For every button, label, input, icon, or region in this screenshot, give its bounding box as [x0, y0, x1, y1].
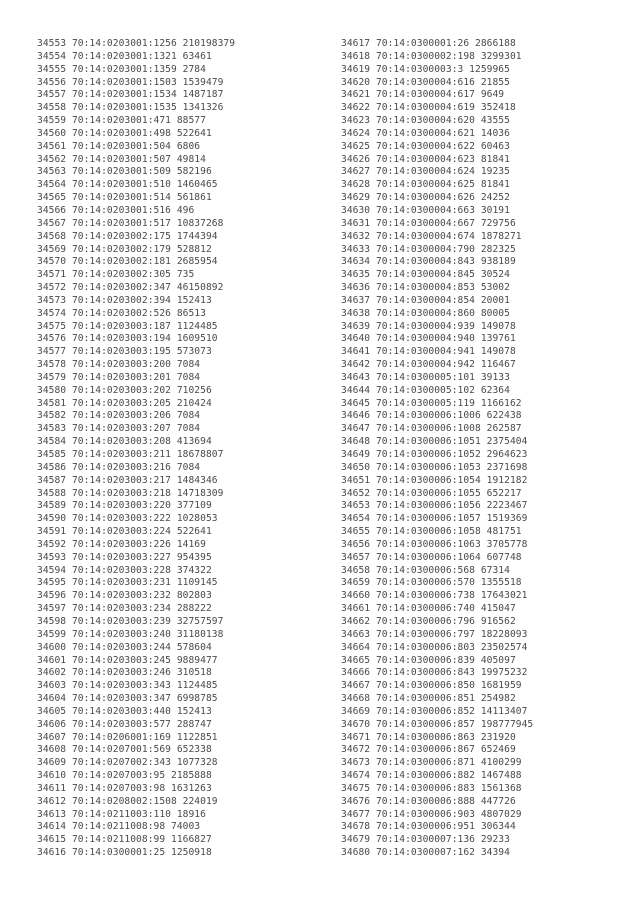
record-line: 34606 70:14:0203003:577 288747 — [37, 718, 212, 730]
record-line: 34678 70:14:0300006:951 306344 — [341, 821, 516, 833]
record-line: 34665 70:14:0300006:839 405097 — [341, 654, 516, 666]
record-line: 34659 70:14:0300006:570 1355518 — [341, 577, 522, 589]
record-line: 34569 70:14:0203002:179 528812 — [37, 243, 212, 255]
record-line: 34640 70:14:0300004:940 139761 — [341, 333, 516, 345]
record-line: 34650 70:14:0300006:1053 2371698 — [341, 461, 528, 473]
record-line: 34655 70:14:0300006:1058 481751 — [341, 526, 522, 538]
record-line: 34634 70:14:0300004:843 938189 — [341, 256, 516, 268]
record-line: 34644 70:14:0300005:102 62364 — [341, 384, 510, 396]
record-line: 34672 70:14:0300006:867 652469 — [341, 744, 516, 756]
record-line: 34616 70:14:0300001:25 1250918 — [37, 847, 212, 859]
record-line: 34611 70:14:0207003:98 1631263 — [37, 782, 212, 794]
record-line: 34641 70:14:0300004:941 149078 — [341, 346, 516, 358]
record-line: 34664 70:14:0300006:803 23502574 — [341, 641, 528, 653]
record-line: 34653 70:14:0300006:1056 2223467 — [341, 500, 528, 512]
record-line: 34610 70:14:0207003:95 2185888 — [37, 770, 212, 782]
record-line: 34556 70:14:0203001:1503 1539479 — [37, 76, 224, 88]
record-line: 34561 70:14:0203001:504 6806 — [37, 140, 201, 152]
record-line: 34637 70:14:0300004:854 20001 — [341, 294, 510, 306]
record-line: 34564 70:14:0203001:510 1460465 — [37, 179, 218, 191]
record-line: 34646 70:14:0300006:1006 622438 — [341, 410, 522, 422]
record-line: 34632 70:14:0300004:674 1878271 — [341, 230, 522, 242]
record-line: 34609 70:14:0207002:343 1077328 — [37, 757, 218, 769]
record-line: 34595 70:14:0203003:231 1109145 — [37, 577, 218, 589]
record-line: 34635 70:14:0300004:845 30524 — [341, 269, 510, 281]
record-line: 34601 70:14:0203003:245 9889477 — [37, 654, 218, 666]
record-line: 34657 70:14:0300006:1064 607748 — [341, 551, 522, 563]
record-line: 34660 70:14:0300006:738 17643021 — [341, 590, 528, 602]
record-line: 34624 70:14:0300004:621 14036 — [341, 127, 510, 139]
record-line: 34671 70:14:0300006:863 231920 — [341, 731, 516, 743]
record-line: 34673 70:14:0300006:871 4100299 — [341, 757, 522, 769]
record-line: 34647 70:14:0300006:1008 262587 — [341, 423, 522, 435]
record-line: 34649 70:14:0300006:1052 2964623 — [341, 449, 528, 460]
record-line: 34572 70:14:0203002:347 46150892 — [37, 282, 224, 294]
record-line: 34621 70:14:0300004:617 9649 — [341, 89, 505, 101]
record-line: 34612 70:14:0208002:1508 224019 — [37, 795, 218, 807]
record-line: 34597 70:14:0203003:234 288222 — [37, 603, 212, 615]
record-line: 34600 70:14:0203003:244 578604 — [37, 641, 212, 653]
record-line: 34605 70:14:0203003:440 152413 — [37, 705, 212, 717]
record-line: 34607 70:14:0206001:169 1122851 — [37, 731, 218, 743]
record-line: 34627 70:14:0300004:624 19235 — [341, 166, 510, 178]
record-line: 34571 70:14:0203002:305 735 — [37, 269, 195, 281]
record-line: 34628 70:14:0300004:625 81841 — [341, 179, 510, 191]
right-column — [341, 38, 640, 860]
record-line: 34589 70:14:0203003:220 377109 — [37, 500, 212, 512]
record-line: 34676 70:14:0300006:888 447726 — [341, 795, 516, 807]
record-line: 34598 70:14:0203003:239 32757597 — [37, 615, 224, 627]
record-line: 34558 70:14:0203001:1535 1341326 — [37, 102, 224, 114]
record-line: 34617 70:14:0300001:26 2866188 — [341, 38, 516, 49]
record-line: 34593 70:14:0203003:227 954395 — [37, 551, 212, 563]
record-line: 34573 70:14:0203002:394 152413 — [37, 294, 212, 306]
record-line: 34636 70:14:0300004:853 53002 — [341, 282, 510, 294]
record-line: 34582 70:14:0203003:206 7084 — [37, 410, 201, 422]
left-column — [37, 38, 337, 860]
record-line: 34575 70:14:0203003:187 1124485 — [37, 320, 218, 332]
record-line: 34579 70:14:0203003:201 7084 — [37, 371, 201, 383]
record-line: 34633 70:14:0300004:790 282325 — [341, 243, 516, 255]
record-line: 34613 70:14:0211003:110 18916 — [37, 808, 206, 820]
record-line: 34630 70:14:0300004:663 30191 — [341, 204, 510, 216]
record-line: 34661 70:14:0300006:740 415047 — [341, 603, 516, 615]
record-line: 34668 70:14:0300006:851 254982 — [341, 693, 516, 705]
record-line: 34581 70:14:0203003:205 210424 — [37, 397, 212, 409]
record-line: 34663 70:14:0300006:797 18228093 — [341, 628, 528, 640]
record-line: 34667 70:14:0300006:850 1681959 — [341, 680, 522, 692]
record-line: 34658 70:14:0300006:568 67314 — [341, 564, 510, 576]
record-line: 34562 70:14:0203001:507 49814 — [37, 153, 206, 165]
record-line: 34594 70:14:0203003:228 374322 — [37, 564, 212, 576]
record-line: 34638 70:14:0300004:860 80005 — [341, 307, 510, 319]
record-line: 34574 70:14:0203002:526 86513 — [37, 307, 206, 319]
record-line: 34604 70:14:0203003:347 6998785 — [37, 693, 218, 705]
record-line: 34625 70:14:0300004:622 60463 — [341, 140, 510, 152]
record-line: 34602 70:14:0203003:246 310518 — [37, 667, 212, 679]
record-line: 34557 70:14:0203001:1534 1487187 — [37, 89, 224, 101]
record-line: 34599 70:14:0203003:240 31180138 — [37, 628, 224, 640]
record-line: 34670 70:14:0300006:857 198777945 — [341, 718, 534, 730]
record-line: 34591 70:14:0203003:224 522641 — [37, 526, 212, 538]
record-line: 34570 70:14:0203002:181 2685954 — [37, 256, 218, 268]
record-line: 34608 70:14:0207001:569 652338 — [37, 744, 212, 756]
record-line: 34618 70:14:0300002:198 3299301 — [341, 50, 522, 62]
record-line: 34592 70:14:0203003:226 14169 — [37, 538, 206, 550]
record-line: 34643 70:14:0300005:101 39133 — [341, 371, 510, 383]
record-line: 34623 70:14:0300004:620 43555 — [341, 115, 510, 127]
record-line: 34642 70:14:0300004:942 116467 — [341, 359, 516, 371]
record-line: 34577 70:14:0203003:195 573073 — [37, 346, 212, 358]
record-line: 34559 70:14:0203001:471 88577 — [37, 115, 206, 127]
record-line: 34615 70:14:0211008:99 1166827 — [37, 834, 212, 846]
record-line: 34614 70:14:0211008:98 74003 — [37, 821, 201, 833]
record-line: 34669 70:14:0300006:852 14113407 — [341, 705, 528, 717]
record-line: 34620 70:14:0300004:616 21855 — [341, 76, 510, 88]
record-line: 34652 70:14:0300006:1055 652217 — [341, 487, 522, 499]
record-line: 34568 70:14:0203002:175 1744394 — [37, 230, 218, 242]
record-line: 34567 70:14:0203001:517 10837268 — [37, 217, 224, 229]
record-line: 34680 70:14:0300007:162 34394 — [341, 847, 510, 859]
record-line: 34560 70:14:0203001:498 522641 — [37, 127, 212, 139]
record-line: 34586 70:14:0203003:216 7084 — [37, 461, 201, 473]
record-line: 34662 70:14:0300006:796 916562 — [341, 615, 516, 627]
record-line: 34648 70:14:0300006:1051 2375404 — [341, 436, 528, 448]
record-line: 34619 70:14:0300003:3 1259965 — [341, 63, 510, 75]
record-line: 34583 70:14:0203003:207 7084 — [37, 423, 201, 435]
record-line: 34563 70:14:0203001:509 582196 — [37, 166, 212, 178]
record-line: 34679 70:14:0300007:136 29233 — [341, 834, 510, 846]
record-line: 34590 70:14:0203003:222 1028053 — [37, 513, 218, 525]
record-line: 34588 70:14:0203003:218 14718309 — [37, 487, 224, 499]
record-line: 34666 70:14:0300006:843 19975232 — [341, 667, 528, 679]
record-line: 34639 70:14:0300004:939 149078 — [341, 320, 516, 332]
record-line: 34584 70:14:0203003:208 413694 — [37, 436, 212, 448]
record-line: 34587 70:14:0203003:217 1484346 — [37, 474, 218, 486]
record-line: 34674 70:14:0300006:882 1467488 — [341, 770, 522, 782]
record-line: 34596 70:14:0203003:232 802803 — [37, 590, 212, 602]
record-line: 34603 70:14:0203003:343 1124485 — [37, 680, 218, 692]
record-line: 34629 70:14:0300004:626 24252 — [341, 192, 510, 204]
record-line: 34645 70:14:0300005:119 1166162 — [341, 397, 522, 409]
record-line: 34578 70:14:0203003:200 7084 — [37, 359, 201, 371]
record-line: 34631 70:14:0300004:667 729756 — [341, 217, 516, 229]
record-line: 34622 70:14:0300004:619 352418 — [341, 102, 516, 114]
record-line: 34580 70:14:0203003:202 710256 — [37, 384, 212, 396]
record-line: 34554 70:14:0203001:1321 63461 — [37, 50, 212, 62]
record-line: 34656 70:14:0300006:1063 3705778 — [341, 538, 528, 550]
record-line: 34553 70:14:0203001:1256 210198379 — [37, 38, 236, 49]
record-line: 34677 70:14:0300006:903 4807029 — [341, 808, 522, 820]
record-line: 34654 70:14:0300006:1057 1519369 — [341, 513, 528, 525]
record-line: 34626 70:14:0300004:623 81841 — [341, 153, 510, 165]
record-line: 34651 70:14:0300006:1054 1912182 — [341, 474, 528, 486]
record-line: 34565 70:14:0203001:514 561861 — [37, 192, 212, 204]
record-line: 34566 70:14:0203001:516 496 — [37, 204, 195, 216]
record-line: 34555 70:14:0203001:1359 2784 — [37, 63, 206, 75]
record-line: 34675 70:14:0300006:883 1561368 — [341, 782, 522, 794]
record-line: 34576 70:14:0203003:194 1609510 — [37, 333, 218, 345]
record-line: 34585 70:14:0203003:211 18678807 — [37, 449, 224, 460]
